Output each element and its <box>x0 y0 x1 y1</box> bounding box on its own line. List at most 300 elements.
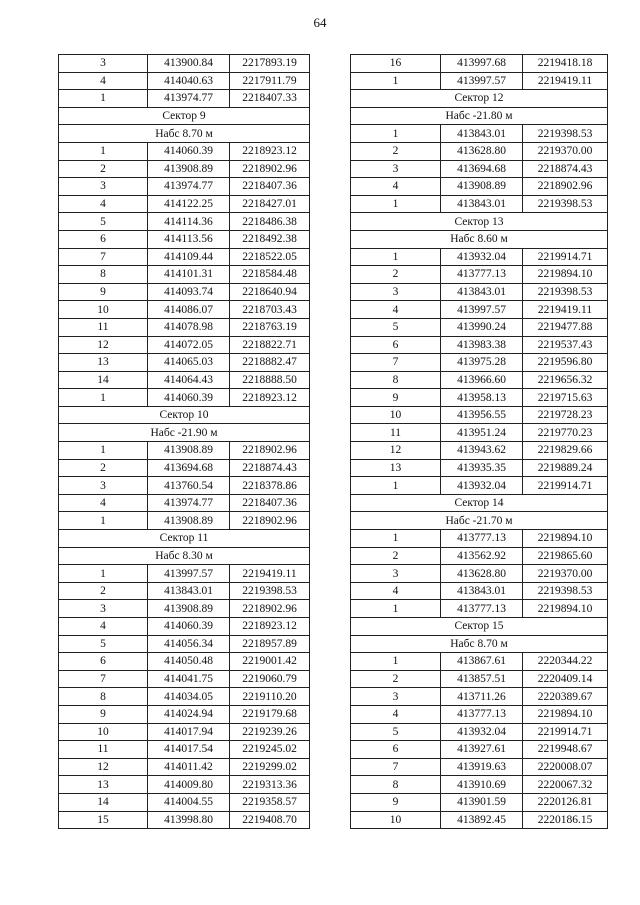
y-coordinate-cell: 2218874.43 <box>230 459 310 477</box>
table-row <box>351 72 608 90</box>
x-coordinate-cell: 413867.61 <box>441 653 523 671</box>
point-number-cell: 2 <box>59 582 148 600</box>
y-coordinate-cell: 2219894.10 <box>523 530 608 548</box>
x-coordinate-cell: 413997.57 <box>441 72 523 90</box>
table-row <box>351 758 608 776</box>
x-coordinate-cell: 413932.04 <box>441 248 523 266</box>
sector-header-cell: Набс 8.30 м <box>59 547 310 565</box>
y-coordinate-cell: 2218923.12 <box>230 142 310 160</box>
point-number-cell: 8 <box>351 371 441 389</box>
x-coordinate-cell: 414056.34 <box>148 635 230 653</box>
y-coordinate-cell: 2219894.10 <box>523 600 608 618</box>
sector-header-cell: Набс 8.60 м <box>351 230 608 248</box>
point-number-cell: 14 <box>59 793 148 811</box>
y-coordinate-cell: 2218902.96 <box>230 442 310 460</box>
y-coordinate-cell: 2217893.19 <box>230 55 310 73</box>
table-row <box>351 266 608 284</box>
x-coordinate-cell: 413892.45 <box>441 811 523 829</box>
table-row <box>351 389 608 407</box>
table-row <box>59 459 310 477</box>
x-coordinate-cell: 413857.51 <box>441 670 523 688</box>
point-number-cell: 2 <box>351 142 441 160</box>
sector-header-row <box>351 618 608 636</box>
table-row <box>351 688 608 706</box>
y-coordinate-cell: 2219239.26 <box>230 723 310 741</box>
y-coordinate-cell: 2218923.12 <box>230 389 310 407</box>
point-number-cell: 3 <box>351 688 441 706</box>
sector-header-cell: Набс -21.80 м <box>351 107 608 125</box>
y-coordinate-cell: 2219408.70 <box>230 811 310 829</box>
y-coordinate-cell: 2218492.38 <box>230 230 310 248</box>
point-number-cell: 1 <box>351 248 441 266</box>
table-row <box>59 55 310 73</box>
table-row <box>59 653 310 671</box>
sector-header-cell: Сектор 15 <box>351 618 608 636</box>
point-number-cell: 4 <box>351 178 441 196</box>
y-coordinate-cell: 2219419.11 <box>523 72 608 90</box>
x-coordinate-cell: 414086.07 <box>148 301 230 319</box>
y-coordinate-cell: 2219477.88 <box>523 318 608 336</box>
point-number-cell: 5 <box>351 723 441 741</box>
table-row <box>351 336 608 354</box>
sector-header-cell: Набс 8.70 м <box>59 125 310 143</box>
x-coordinate-cell: 413990.24 <box>441 318 523 336</box>
y-coordinate-cell: 2218902.96 <box>230 512 310 530</box>
table-row <box>351 670 608 688</box>
point-number-cell: 1 <box>351 125 441 143</box>
table-row <box>59 811 310 829</box>
y-coordinate-cell: 2219060.79 <box>230 670 310 688</box>
table-row <box>59 336 310 354</box>
table-row <box>59 635 310 653</box>
sector-header-cell: Набс -21.90 м <box>59 424 310 442</box>
y-coordinate-cell: 2219419.11 <box>523 301 608 319</box>
table-row <box>351 547 608 565</box>
point-number-cell: 11 <box>351 424 441 442</box>
sector-header-row <box>351 494 608 512</box>
y-coordinate-cell: 2219715.63 <box>523 389 608 407</box>
point-number-cell: 15 <box>59 811 148 829</box>
y-coordinate-cell: 2218763.19 <box>230 318 310 336</box>
table-row <box>351 371 608 389</box>
x-coordinate-cell: 413628.80 <box>441 142 523 160</box>
x-coordinate-cell: 413777.13 <box>441 705 523 723</box>
point-number-cell: 4 <box>59 195 148 213</box>
point-number-cell: 3 <box>351 565 441 583</box>
point-number-cell: 7 <box>59 670 148 688</box>
point-number-cell: 3 <box>59 178 148 196</box>
point-number-cell: 10 <box>59 723 148 741</box>
table-row <box>351 160 608 178</box>
sector-header-row <box>351 90 608 108</box>
x-coordinate-cell: 413843.01 <box>441 195 523 213</box>
table-row <box>59 758 310 776</box>
table-row <box>351 776 608 794</box>
y-coordinate-cell: 2219398.53 <box>523 283 608 301</box>
y-coordinate-cell: 2219770.23 <box>523 424 608 442</box>
x-coordinate-cell: 414109.44 <box>148 248 230 266</box>
sector-header-row <box>351 635 608 653</box>
x-coordinate-cell: 413919.63 <box>441 758 523 776</box>
y-coordinate-cell: 2218822.71 <box>230 336 310 354</box>
x-coordinate-cell: 413843.01 <box>148 582 230 600</box>
y-coordinate-cell: 2220389.67 <box>523 688 608 706</box>
right-coordinates-table <box>350 54 608 829</box>
point-number-cell: 9 <box>59 705 148 723</box>
sector-header-row <box>351 107 608 125</box>
x-coordinate-cell: 413951.24 <box>441 424 523 442</box>
y-coordinate-cell: 2219948.67 <box>523 741 608 759</box>
y-coordinate-cell: 2219370.00 <box>523 565 608 583</box>
x-coordinate-cell: 413777.13 <box>441 600 523 618</box>
y-coordinate-cell: 2218902.96 <box>230 160 310 178</box>
y-coordinate-cell: 2220344.22 <box>523 653 608 671</box>
x-coordinate-cell: 413628.80 <box>441 565 523 583</box>
y-coordinate-cell: 2219398.53 <box>523 582 608 600</box>
table-row <box>351 582 608 600</box>
y-coordinate-cell: 2219299.02 <box>230 758 310 776</box>
y-coordinate-cell: 2218902.96 <box>523 178 608 196</box>
point-number-cell: 9 <box>59 283 148 301</box>
y-coordinate-cell: 2220126.81 <box>523 793 608 811</box>
y-coordinate-cell: 2219914.71 <box>523 248 608 266</box>
sector-header-row <box>351 213 608 231</box>
table-row <box>59 160 310 178</box>
x-coordinate-cell: 413958.13 <box>441 389 523 407</box>
point-number-cell: 5 <box>59 635 148 653</box>
y-coordinate-cell: 2217911.79 <box>230 72 310 90</box>
y-coordinate-cell: 2220409.14 <box>523 670 608 688</box>
y-coordinate-cell: 2218874.43 <box>523 160 608 178</box>
y-coordinate-cell: 2218378.86 <box>230 477 310 495</box>
point-number-cell: 1 <box>351 72 441 90</box>
table-row <box>59 618 310 636</box>
point-number-cell: 1 <box>351 600 441 618</box>
y-coordinate-cell: 2218923.12 <box>230 618 310 636</box>
point-number-cell: 5 <box>59 213 148 231</box>
x-coordinate-cell: 414041.75 <box>148 670 230 688</box>
x-coordinate-cell: 414017.54 <box>148 741 230 759</box>
table-row <box>351 283 608 301</box>
table-row <box>351 705 608 723</box>
x-coordinate-cell: 413974.77 <box>148 90 230 108</box>
y-coordinate-cell: 2219537.43 <box>523 336 608 354</box>
point-number-cell: 1 <box>59 90 148 108</box>
table-row <box>351 653 608 671</box>
x-coordinate-cell: 414011.42 <box>148 758 230 776</box>
point-number-cell: 14 <box>59 371 148 389</box>
x-coordinate-cell: 413974.77 <box>148 494 230 512</box>
table-row <box>59 442 310 460</box>
sector-header-row <box>351 230 608 248</box>
x-coordinate-cell: 414017.94 <box>148 723 230 741</box>
x-coordinate-cell: 413908.89 <box>441 178 523 196</box>
y-coordinate-cell: 2218882.47 <box>230 354 310 372</box>
table-row <box>351 195 608 213</box>
table-row <box>59 688 310 706</box>
point-number-cell: 9 <box>351 793 441 811</box>
point-number-cell: 8 <box>59 266 148 284</box>
y-coordinate-cell: 2219358.57 <box>230 793 310 811</box>
x-coordinate-cell: 413974.77 <box>148 178 230 196</box>
x-coordinate-cell: 413908.89 <box>148 160 230 178</box>
sector-header-row <box>59 547 310 565</box>
table-row <box>351 565 608 583</box>
x-coordinate-cell: 414114.36 <box>148 213 230 231</box>
table-row <box>351 354 608 372</box>
x-coordinate-cell: 414113.56 <box>148 230 230 248</box>
table-row <box>351 459 608 477</box>
y-coordinate-cell: 2219398.53 <box>230 582 310 600</box>
point-number-cell: 10 <box>351 406 441 424</box>
table-row <box>59 670 310 688</box>
y-coordinate-cell: 2218703.43 <box>230 301 310 319</box>
point-number-cell: 6 <box>351 741 441 759</box>
point-number-cell: 8 <box>351 776 441 794</box>
point-number-cell: 2 <box>351 670 441 688</box>
y-coordinate-cell: 2219914.71 <box>523 477 608 495</box>
point-number-cell: 8 <box>59 688 148 706</box>
x-coordinate-cell: 413956.55 <box>441 406 523 424</box>
point-number-cell: 6 <box>351 336 441 354</box>
sector-header-row <box>351 512 608 530</box>
x-coordinate-cell: 414072.05 <box>148 336 230 354</box>
table-row <box>59 266 310 284</box>
left-coordinates-table <box>58 54 310 829</box>
table-row <box>351 55 608 73</box>
y-coordinate-cell: 2218584.48 <box>230 266 310 284</box>
y-coordinate-cell: 2219398.53 <box>523 195 608 213</box>
point-number-cell: 4 <box>59 494 148 512</box>
table-row <box>59 512 310 530</box>
x-coordinate-cell: 413908.89 <box>148 512 230 530</box>
point-number-cell: 4 <box>351 705 441 723</box>
x-coordinate-cell: 413997.68 <box>441 55 523 73</box>
table-row <box>59 213 310 231</box>
table-row <box>59 248 310 266</box>
x-coordinate-cell: 414065.03 <box>148 354 230 372</box>
table-row <box>351 248 608 266</box>
point-number-cell: 11 <box>59 318 148 336</box>
y-coordinate-cell: 2219829.66 <box>523 442 608 460</box>
point-number-cell: 7 <box>351 758 441 776</box>
point-number-cell: 11 <box>59 741 148 759</box>
x-coordinate-cell: 413983.38 <box>441 336 523 354</box>
table-row <box>59 354 310 372</box>
y-coordinate-cell: 2220186.15 <box>523 811 608 829</box>
point-number-cell: 13 <box>351 459 441 477</box>
point-number-cell: 7 <box>351 354 441 372</box>
y-coordinate-cell: 2218486.38 <box>230 213 310 231</box>
x-coordinate-cell: 413998.80 <box>148 811 230 829</box>
x-coordinate-cell: 413935.35 <box>441 459 523 477</box>
table-row <box>59 178 310 196</box>
table-row <box>351 424 608 442</box>
x-coordinate-cell: 413900.84 <box>148 55 230 73</box>
point-number-cell: 3 <box>351 283 441 301</box>
y-coordinate-cell: 2218957.89 <box>230 635 310 653</box>
table-row <box>59 230 310 248</box>
x-coordinate-cell: 413843.01 <box>441 125 523 143</box>
sector-header-cell: Сектор 12 <box>351 90 608 108</box>
x-coordinate-cell: 413908.89 <box>148 600 230 618</box>
y-coordinate-cell: 2219313.36 <box>230 776 310 794</box>
sector-header-row <box>59 107 310 125</box>
table-row <box>59 600 310 618</box>
table-row <box>59 371 310 389</box>
y-coordinate-cell: 2218407.33 <box>230 90 310 108</box>
y-coordinate-cell: 2219398.53 <box>523 125 608 143</box>
table-row <box>59 318 310 336</box>
x-coordinate-cell: 413908.89 <box>148 442 230 460</box>
x-coordinate-cell: 413932.04 <box>441 723 523 741</box>
y-coordinate-cell: 2219110.20 <box>230 688 310 706</box>
point-number-cell: 1 <box>59 512 148 530</box>
x-coordinate-cell: 413843.01 <box>441 582 523 600</box>
table-row <box>59 477 310 495</box>
sector-header-cell: Сектор 14 <box>351 494 608 512</box>
x-coordinate-cell: 413694.68 <box>148 459 230 477</box>
sector-header-cell: Сектор 9 <box>59 107 310 125</box>
y-coordinate-cell: 2219596.80 <box>523 354 608 372</box>
y-coordinate-cell: 2219728.23 <box>523 406 608 424</box>
point-number-cell: 1 <box>59 442 148 460</box>
x-coordinate-cell: 414122.25 <box>148 195 230 213</box>
sector-header-cell: Сектор 10 <box>59 406 310 424</box>
point-number-cell: 4 <box>351 582 441 600</box>
sector-header-cell: Сектор 13 <box>351 213 608 231</box>
sector-header-cell: Набс 8.70 м <box>351 635 608 653</box>
point-number-cell: 10 <box>351 811 441 829</box>
point-number-cell: 6 <box>59 230 148 248</box>
point-number-cell: 3 <box>59 477 148 495</box>
point-number-cell: 16 <box>351 55 441 73</box>
point-number-cell: 13 <box>59 354 148 372</box>
y-coordinate-cell: 2218902.96 <box>230 600 310 618</box>
table-row <box>59 741 310 759</box>
point-number-cell: 1 <box>351 477 441 495</box>
point-number-cell: 3 <box>59 600 148 618</box>
point-number-cell: 12 <box>351 442 441 460</box>
y-coordinate-cell: 2219245.02 <box>230 741 310 759</box>
x-coordinate-cell: 413997.57 <box>148 565 230 583</box>
y-coordinate-cell: 2218640.94 <box>230 283 310 301</box>
y-coordinate-cell: 2219418.18 <box>523 55 608 73</box>
y-coordinate-cell: 2219894.10 <box>523 705 608 723</box>
point-number-cell: 3 <box>59 55 148 73</box>
table-row <box>351 793 608 811</box>
table-row <box>351 142 608 160</box>
x-coordinate-cell: 414064.43 <box>148 371 230 389</box>
point-number-cell: 1 <box>59 565 148 583</box>
table-row <box>59 142 310 160</box>
table-row <box>59 582 310 600</box>
table-row <box>59 195 310 213</box>
y-coordinate-cell: 2218407.36 <box>230 494 310 512</box>
table-row <box>59 776 310 794</box>
x-coordinate-cell: 413711.26 <box>441 688 523 706</box>
x-coordinate-cell: 413562.92 <box>441 547 523 565</box>
table-row <box>59 72 310 90</box>
table-row <box>59 90 310 108</box>
y-coordinate-cell: 2219179.68 <box>230 705 310 723</box>
point-number-cell: 12 <box>59 758 148 776</box>
point-number-cell: 1 <box>351 653 441 671</box>
x-coordinate-cell: 414101.31 <box>148 266 230 284</box>
y-coordinate-cell: 2218427.01 <box>230 195 310 213</box>
y-coordinate-cell: 2219865.60 <box>523 547 608 565</box>
point-number-cell: 3 <box>351 160 441 178</box>
table-row <box>59 793 310 811</box>
y-coordinate-cell: 2219001.42 <box>230 653 310 671</box>
point-number-cell: 13 <box>59 776 148 794</box>
point-number-cell: 1 <box>351 530 441 548</box>
x-coordinate-cell: 414078.98 <box>148 318 230 336</box>
table-row <box>59 494 310 512</box>
point-number-cell: 12 <box>59 336 148 354</box>
table-row <box>351 301 608 319</box>
sector-header-cell: Набс -21.70 м <box>351 512 608 530</box>
y-coordinate-cell: 2219889.24 <box>523 459 608 477</box>
x-coordinate-cell: 413777.13 <box>441 266 523 284</box>
table-row <box>351 442 608 460</box>
point-number-cell: 4 <box>59 618 148 636</box>
point-number-cell: 7 <box>59 248 148 266</box>
x-coordinate-cell: 413901.59 <box>441 793 523 811</box>
x-coordinate-cell: 414060.39 <box>148 389 230 407</box>
y-coordinate-cell: 2218522.05 <box>230 248 310 266</box>
table-row <box>351 318 608 336</box>
x-coordinate-cell: 413997.57 <box>441 301 523 319</box>
y-coordinate-cell: 2219656.32 <box>523 371 608 389</box>
point-number-cell: 1 <box>59 142 148 160</box>
table-row <box>59 301 310 319</box>
x-coordinate-cell: 414093.74 <box>148 283 230 301</box>
table-row <box>351 406 608 424</box>
x-coordinate-cell: 413910.69 <box>441 776 523 794</box>
point-number-cell: 9 <box>351 389 441 407</box>
point-number-cell: 4 <box>351 301 441 319</box>
y-coordinate-cell: 2220067.32 <box>523 776 608 794</box>
y-coordinate-cell: 2219370.00 <box>523 142 608 160</box>
page-number: 64 <box>313 15 327 30</box>
sector-header-row <box>59 530 310 548</box>
x-coordinate-cell: 413760.54 <box>148 477 230 495</box>
table-row <box>59 565 310 583</box>
x-coordinate-cell: 414050.48 <box>148 653 230 671</box>
y-coordinate-cell: 2218888.50 <box>230 371 310 389</box>
y-coordinate-cell: 2219894.10 <box>523 266 608 284</box>
table-row <box>351 741 608 759</box>
x-coordinate-cell: 413966.60 <box>441 371 523 389</box>
sector-header-cell: Сектор 11 <box>59 530 310 548</box>
point-number-cell: 4 <box>59 72 148 90</box>
table-row <box>351 178 608 196</box>
x-coordinate-cell: 414034.05 <box>148 688 230 706</box>
table-row <box>351 723 608 741</box>
x-coordinate-cell: 413932.04 <box>441 477 523 495</box>
table-row <box>351 125 608 143</box>
y-coordinate-cell: 2220008.07 <box>523 758 608 776</box>
x-coordinate-cell: 413975.28 <box>441 354 523 372</box>
point-number-cell: 1 <box>351 195 441 213</box>
x-coordinate-cell: 414060.39 <box>148 618 230 636</box>
table-row <box>59 389 310 407</box>
x-coordinate-cell: 414060.39 <box>148 142 230 160</box>
point-number-cell: 10 <box>59 301 148 319</box>
x-coordinate-cell: 413777.13 <box>441 530 523 548</box>
sector-header-row <box>59 125 310 143</box>
